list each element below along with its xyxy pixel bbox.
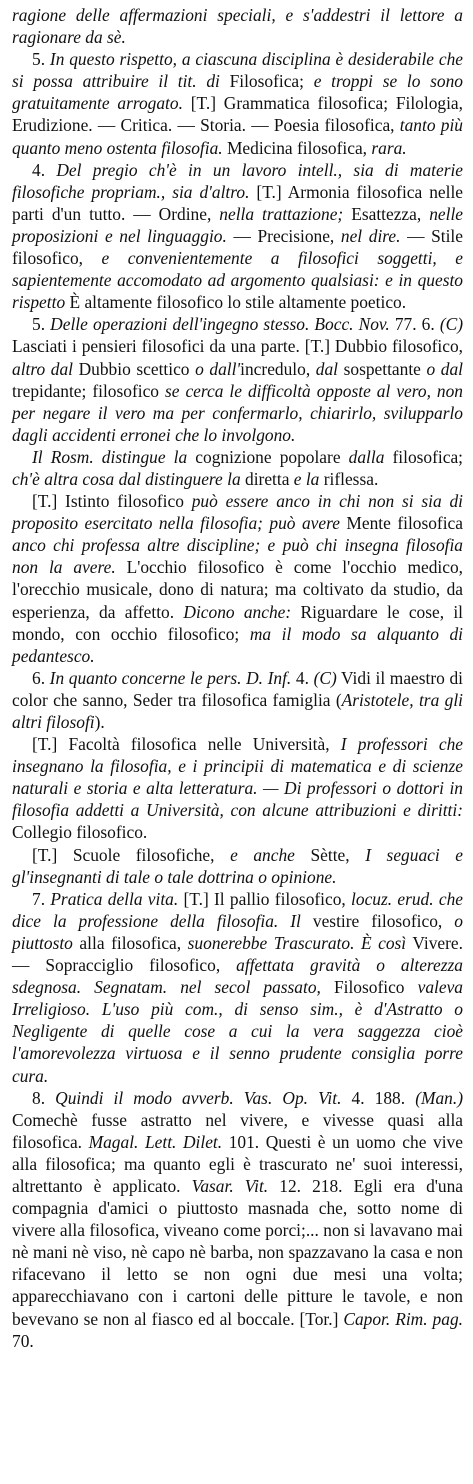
italic-text: Aristotele, tra gli altri filosofi: [12, 689, 463, 732]
italic-text: valeva Irreligioso. L'uso più com., di senso sim., è d'Astratto o Negligente di quelle cose a cui la vera saggezza cioè l'amorevolezza virtuosa e il senno prudente consiglia porre cura.: [12, 977, 463, 1086]
roman-text: incredulo,: [240, 358, 316, 379]
roman-text: È altamente filosofico lo stile altamente poetico.: [65, 292, 407, 313]
italic-text: In questo rispetto, a ciascuna disciplina è desiderabile che si possa attribuire il tit. di: [12, 49, 464, 92]
roman-text: 101. Questi è un uomo che vive alla filosofica; ma quanto egli è trascurato ne' suoi interessi, altrettanto è applicato.: [12, 1131, 463, 1196]
roman-text: riflessa.: [319, 468, 379, 489]
italic-text: se cerca le difficoltà opposte al vero, non per negare il vero ma per confermarlo, chiarirlo, svilupparlo dagli accidenti erronei che lo involgono.: [12, 380, 463, 445]
entry-paragraph: [12, 667, 463, 733]
italic-text: I professori che insegnano la filosofia, e i principii di matematica e di scienze naturali e storia e alta letteratura. — Di professori o dottori in filosofia addetti a Università, con alcune attribuzioni e diritti:: [12, 734, 464, 821]
roman-text: 12. 218. Egli era d'una compagnia d'amici o piuttosto masnada che, sotto nome di vivere alla filosofica, viveano come porci;... non si lavavano mai nè mani nè viso, nè capo nè barba, non spazzavano la casa e non rifacevano il letto se non ogni due mesi una volta; apparecchiavano con i cartoni delle pitture le tavole, e non bevevano se non al fiasco ed al boccale. [Tor.]: [12, 1175, 464, 1329]
roman-text: [T.] Scuole filosofiche,: [32, 844, 231, 865]
italic-text: nelle proposizioni e nel linguaggio.: [12, 203, 463, 246]
italic-text: dal: [315, 358, 339, 379]
roman-text: sospettante: [338, 358, 427, 379]
italic-text: Del pregio ch'è in un lavoro intell., sia di materie filosofiche propriam., sia d'altro.: [12, 159, 464, 202]
italic-text: dalla: [348, 446, 385, 467]
italic-text: e anche: [230, 844, 295, 865]
italic-text: suonerebbe Trascurato. È così: [187, 932, 407, 953]
italic-text: Il Rosm. distingue la: [32, 446, 188, 467]
roman-text: alla filosofica,: [72, 932, 188, 953]
italic-text: o piuttosto: [12, 910, 463, 953]
italic-text: e troppi se lo sono gratuitamente arrogato.: [12, 71, 464, 114]
entry-paragraph: [12, 4, 463, 48]
roman-text: filosofica;: [384, 446, 463, 467]
italic-text: (C): [313, 667, 337, 688]
italic-text: Pratica della vita.: [50, 888, 179, 909]
roman-text: Dubbio scettico: [73, 358, 196, 379]
roman-text: Esattezza,: [343, 203, 430, 224]
roman-text: L'occhio filosofico è come l'occhio medico, l'orecchio musicale, dono di natura; ma coltivato da studio, da esperienza, da affetto.: [12, 557, 463, 622]
roman-text: 6.: [32, 667, 50, 688]
roman-text: Collegio filosofico.: [12, 822, 148, 843]
italic-text: anco chi professa altre discipline; e può chi insegna filosofia non la avere.: [12, 535, 463, 578]
roman-text: 4. 188.: [341, 1087, 416, 1108]
italic-text: può essere anco in chi non si sia di proposito esercitato nella filosofia; può avere: [12, 491, 463, 534]
italic-text: Quindi il modo avverb. Vas. Op. Vit.: [55, 1087, 342, 1108]
italic-text: o dall': [195, 358, 241, 379]
italic-text: Dicono anche:: [183, 601, 292, 622]
entry-paragraph: [12, 888, 463, 1087]
italic-text: Magal. Lett. Dilet.: [88, 1131, 223, 1152]
roman-text: Medicina filosofica,: [222, 137, 372, 158]
italic-text: rara.: [371, 137, 407, 158]
italic-text: I seguaci e gl'insegnanti di tale o tale dottrina o opinione.: [12, 844, 463, 887]
roman-text: 4.: [32, 159, 57, 180]
roman-text: 70.: [12, 1330, 34, 1351]
roman-text: cognizione popolare: [187, 446, 349, 467]
italic-text: ma il modo sa alquanto di pedantesco.: [12, 623, 463, 666]
roman-text: trepidante; filosofico: [12, 380, 165, 401]
roman-text: [T.] Armonia filosofica nelle parti d'un tutto. — Ordine,: [12, 181, 464, 224]
roman-text: Vivere. — Sopracciglio filosofico,: [12, 932, 464, 976]
entry-paragraph: [12, 159, 463, 314]
roman-text: vestire filosofico,: [300, 910, 455, 931]
italic-text: e la: [293, 468, 320, 489]
roman-text: [T.] Istinto filosofico: [32, 491, 192, 512]
roman-text: Lasciati i pensieri filosofici da una parte. [T.] Dubbio filosofico,: [12, 336, 463, 357]
roman-text: ).: [94, 712, 105, 732]
roman-text: Sètte,: [294, 844, 366, 865]
italic-text: ch'è altra cosa dal distinguere la: [12, 468, 241, 489]
italic-text: locuz. erud. che dice la professione della filosofia. Il: [12, 888, 463, 931]
roman-text: 5.: [32, 49, 50, 70]
roman-text: Mente filosofica: [339, 513, 463, 534]
roman-text: 4.: [291, 667, 314, 688]
roman-text: Filosofico: [320, 977, 418, 998]
roman-text: [T.] Il pallio filosofico,: [178, 888, 352, 909]
roman-text: — Stile filosofico,: [12, 225, 463, 269]
entry-paragraph: [12, 48, 463, 158]
italic-text: altro dal: [12, 358, 73, 379]
roman-text: Comechè fusse astratto nel vivere, e vivesse quasi alla filosofica.: [12, 1109, 463, 1152]
italic-text: ragione delle affermazioni speciali, e s'addestri il lettore a ragionare da sè.: [12, 5, 463, 48]
entry-paragraph: [12, 1087, 463, 1352]
italic-text: e convenientemente a filosofici soggetti, e sapientemente accomodato ad argomento qualsiasi: e in questo rispetto: [12, 248, 463, 313]
roman-text: 7.: [32, 888, 51, 909]
italic-text: tanto più quanto meno ostenta filosofia.: [12, 115, 463, 158]
roman-text: [T.] Facoltà filosofica nelle Università,: [32, 734, 341, 755]
italic-text: (Man.): [415, 1087, 463, 1108]
italic-text: nella trattazione;: [219, 203, 344, 224]
italic-text: Vasar. Vit.: [191, 1175, 269, 1196]
italic-text: nel dire.: [340, 225, 401, 246]
italic-text: affettata gravità o alterezza sdegnosa. Segnatam. nel secol passato,: [12, 955, 464, 998]
italic-text: Delle operazioni dell'ingegno stesso. Bocc. Nov.: [50, 314, 390, 335]
italic-text: Capor. Rim. pag.: [343, 1308, 463, 1329]
roman-text: diretta: [240, 468, 294, 489]
italic-text: In quanto concerne le pers. D. Inf.: [49, 667, 292, 688]
roman-text: 8.: [32, 1087, 56, 1108]
italic-text: o dal: [426, 358, 463, 379]
roman-text: Filosofica;: [219, 71, 314, 92]
entry-paragraph: [12, 446, 463, 490]
roman-text: — Precisione,: [226, 225, 341, 246]
entry-paragraph: [12, 490, 463, 667]
entry-paragraph: [12, 313, 463, 446]
italic-text: (C): [439, 314, 464, 335]
roman-text: 77. 6.: [389, 314, 440, 335]
roman-text: [T.] Grammatica filosofica; Filologia, Erudizione. — Critica. — Storia. — Poesia filosofica,: [12, 93, 463, 136]
entry-paragraph: [12, 733, 463, 843]
roman-text: Vidi il maestro di color che sanno, Seder tra filosofica famiglia (: [12, 667, 463, 710]
roman-text: 5.: [32, 314, 51, 335]
entry-paragraph: [12, 844, 463, 888]
roman-text: Riguardare le cose, il mondo, con occhio filosofico;: [12, 601, 464, 644]
